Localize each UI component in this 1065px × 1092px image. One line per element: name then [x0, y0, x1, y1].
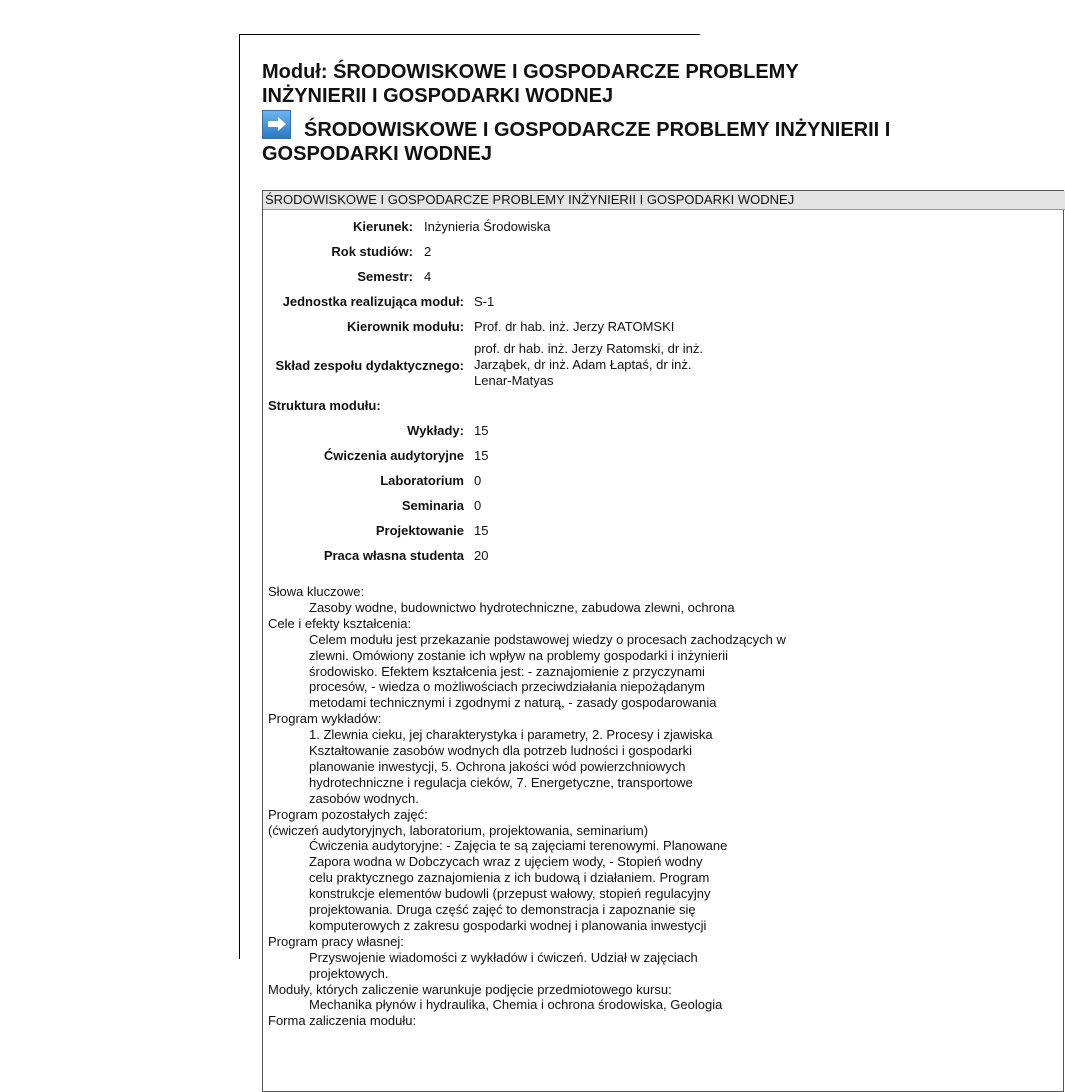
subtitle-line2: GOSPODARKI WODNEJ	[262, 143, 493, 165]
structure-label: Wykłady:	[407, 423, 464, 438]
body-text: 1. Zlewnia cieku, jej charakterystyka i parametry, 2. Procesy i zjawiska	[309, 727, 713, 743]
structure-value: 15	[474, 423, 489, 438]
module-band: ŚRODOWISKOWE I GOSPODARCZE PROBLEMY INŻYNIERII I GOSPODARKI WODNEJ	[263, 191, 1065, 210]
structure-value: 20	[474, 548, 489, 563]
body-text: Ćwiczenia audytoryjne: - Zajęcia te są zajęciami terenowymi. Planowane	[309, 838, 728, 854]
info-label: Jednostka realizująca moduł:	[282, 294, 464, 309]
info-value: 2	[424, 244, 432, 259]
structure-heading: Struktura modułu:	[268, 398, 381, 413]
arrow-right-icon[interactable]	[262, 110, 291, 139]
body-heading: Program pozostałych zajęć:	[268, 806, 428, 822]
structure-label: Ćwiczenia audytoryjne	[323, 448, 464, 463]
body-heading: Cele i efekty kształcenia:	[268, 615, 412, 631]
body-text: zasobów wodnych.	[309, 790, 419, 806]
body-heading: Forma zaliczenia modułu:	[268, 1013, 417, 1029]
body-heading: Moduły, których zaliczenie warunkuje podjęcie przedmiotowego kursu:	[268, 981, 672, 997]
body-text: Celem modułu jest przekazanie podstawowej wiedzy o procesach zachodzących w	[309, 631, 786, 647]
body-text: procesów, - wiedza o możliwościach przeciwdziałania niepożądanym	[309, 679, 705, 695]
page-title-line2: INŻYNIERII I GOSPODARKI WODNEJ	[262, 85, 614, 107]
body-text: konstrukcje elementów budowli (przepust wałowy, stopień regulacyjny	[309, 886, 711, 902]
subtitle-row	[262, 118, 1062, 142]
team-line: Lenar-Matyas	[474, 373, 554, 388]
body-text: zlewni. Omówiony zostanie ich wpływ na problemy gospodarki i inżynierii	[309, 647, 729, 663]
body-text: Mechanika płynów i hydraulika, Chemia i ochrona środowiska, Geologia	[309, 997, 723, 1013]
body-heading: (ćwiczeń audytoryjnych, laboratorium, projektowania, seminarium)	[268, 822, 649, 838]
body-text: Przyswojenie wiadomości z wykładów i ćwiczeń. Udział w zajęciach	[309, 949, 698, 965]
body-text: Zapora wodna w Dobczycach wraz z ujęciem wody, - Stopień wodny	[309, 854, 703, 870]
body-text: planowanie inwestycji, 5. Ochrona jakości wód powierzchniowych	[309, 758, 686, 774]
structure-value: 0	[474, 473, 482, 488]
body-text: hydrotechniczne i regulacja cieków, 7. Energetyczne, transportowe	[309, 774, 693, 790]
structure-label: Praca własna studenta	[323, 548, 464, 563]
info-value: 4	[424, 269, 432, 284]
body-text: celu praktycznego zaznajomienia z ich budową i działaniem. Program	[309, 870, 710, 886]
document-frame	[239, 34, 891, 1029]
info-label: Kierownik modułu:	[347, 319, 464, 334]
info-label: Kierunek:	[353, 219, 413, 234]
body-text: metodami technicznymi i zgodnymi z naturą, - zasady gospodarowania	[309, 695, 717, 711]
body-text: środowisko. Efektem kształcenia jest: - zaznajomienie z przyczynami	[309, 663, 705, 679]
body-heading: Program wykładów:	[268, 711, 382, 727]
body-heading: Program pracy własnej:	[268, 933, 404, 949]
info-label: Rok studiów:	[331, 244, 413, 259]
subtitle-line1: ŚRODOWISKOWE I GOSPODARCZE PROBLEMY INŻYNIERII I	[304, 119, 891, 141]
body-text: Zasoby wodne, budownictwo hydrotechniczne, zabudowa zlewni, ochrona	[309, 599, 735, 615]
page-title-line1: Moduł: ŚRODOWISKOWE I GOSPODARCZE PROBLEMY	[262, 61, 799, 83]
structure-value: 15	[474, 523, 489, 538]
body-text: komputerowych z zakresu gospodarki wodnej i planowania inwestycji	[309, 917, 707, 933]
structure-value: 0	[474, 498, 482, 513]
team-label: Skład zespołu dydaktycznego:	[275, 358, 464, 373]
structure-label: Seminaria	[401, 498, 464, 513]
info-value: S-1	[474, 294, 495, 309]
body-text: projektowania. Druga część zajęć to demonstracja i zapoznanie się	[309, 902, 696, 917]
module-details-box	[262, 190, 1064, 1092]
body-text: Kształtowanie zasobów wodnych dla potrzeb ludności i gospodarki	[309, 743, 692, 758]
structure-label: Projektowanie	[375, 523, 464, 538]
team-line: prof. dr hab. inż. Jerzy Ratomski, dr inż.	[474, 341, 704, 356]
info-value: Inżynieria Środowiska	[424, 219, 551, 234]
body-text: projektowych.	[309, 965, 389, 981]
structure-label: Laboratorium	[380, 473, 464, 488]
structure-value: 15	[474, 448, 489, 463]
info-value: Prof. dr hab. inż. Jerzy RATOMSKI	[474, 319, 675, 334]
body-heading: Słowa kluczowe:	[268, 584, 365, 599]
header	[262, 60, 1062, 166]
team-line: Jarząbek, dr inż. Adam Łaptaś, dr inż.	[474, 357, 692, 372]
info-label: Semestr:	[357, 269, 413, 284]
